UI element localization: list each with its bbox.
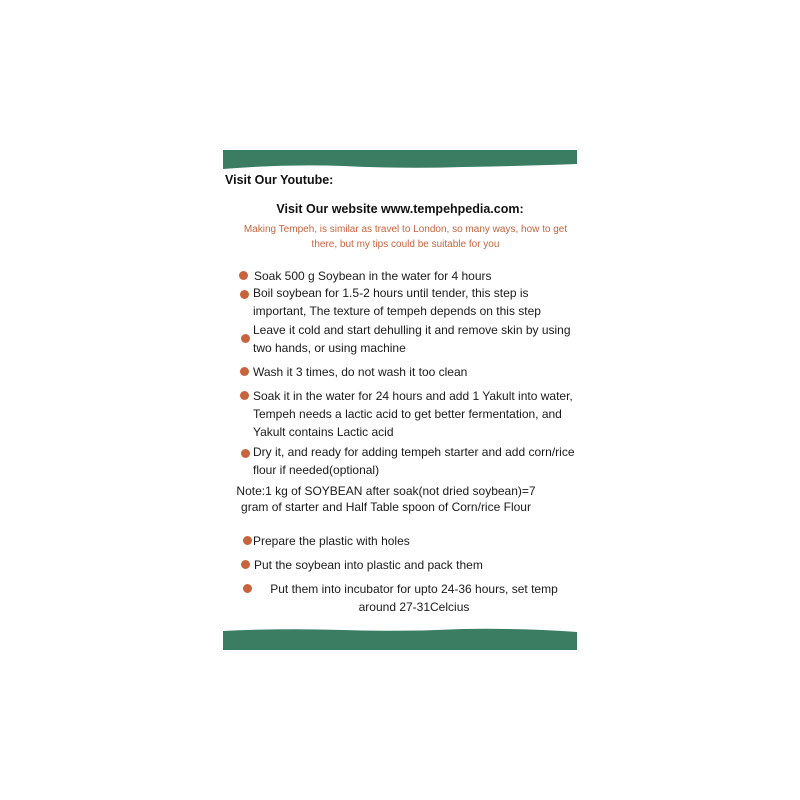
step-7: Prepare the plastic with holes bbox=[253, 534, 410, 548]
bullet-dot bbox=[241, 334, 250, 343]
bullet-dot bbox=[240, 367, 249, 376]
website-label: Visit Our website www.tempehpedia.com: bbox=[276, 202, 524, 216]
youtube-label: Visit Our Youtube: bbox=[225, 173, 334, 187]
step-5: Soak it in the water for 24 hours and add 1 Yakult into water, Tempeh needs a lactic acid to get better fermentation, and Yakult contains Lactic acid bbox=[253, 389, 573, 439]
step-3: Leave it cold and start dehulling it and remove skin by using two hands, or using machine bbox=[253, 323, 571, 355]
bullet-dot bbox=[240, 290, 249, 299]
bullet-dot bbox=[239, 271, 248, 280]
bottom-green-band bbox=[223, 628, 577, 650]
bullet-dot bbox=[241, 449, 250, 458]
top-green-band bbox=[223, 150, 577, 172]
bullet-dot bbox=[240, 391, 249, 400]
step-9: Put them into incubator for upto 24-36 hours, set temp around 27-31Celcius bbox=[270, 582, 558, 614]
bullet-dot bbox=[243, 536, 252, 545]
tempeh-instructions-card bbox=[223, 150, 577, 650]
bullet-dot bbox=[241, 560, 250, 569]
step-2: Boil soybean for 1.5-2 hours until tender, this step is important, The texture of tempeh depends on this step bbox=[253, 286, 541, 318]
step-1: Soak 500 g Soybean in the water for 4 hours bbox=[254, 269, 492, 283]
step-4: Wash it 3 times, do not wash it too clean bbox=[253, 365, 468, 379]
tagline: Making Tempeh, is similar as travel to London, so many ways, how to get there, but my tips could be suitable for you bbox=[243, 224, 568, 250]
step-6: Dry it, and ready for adding tempeh starter and add corn/rice flour if needed(optional) bbox=[253, 445, 575, 477]
step-8: Put the soybean into plastic and pack them bbox=[254, 558, 483, 572]
note: Note:1 kg of SOYBEAN after soak(not dried soybean)=7 gram of starter and Half Table spoon of Corn/rice Flour bbox=[236, 484, 536, 514]
